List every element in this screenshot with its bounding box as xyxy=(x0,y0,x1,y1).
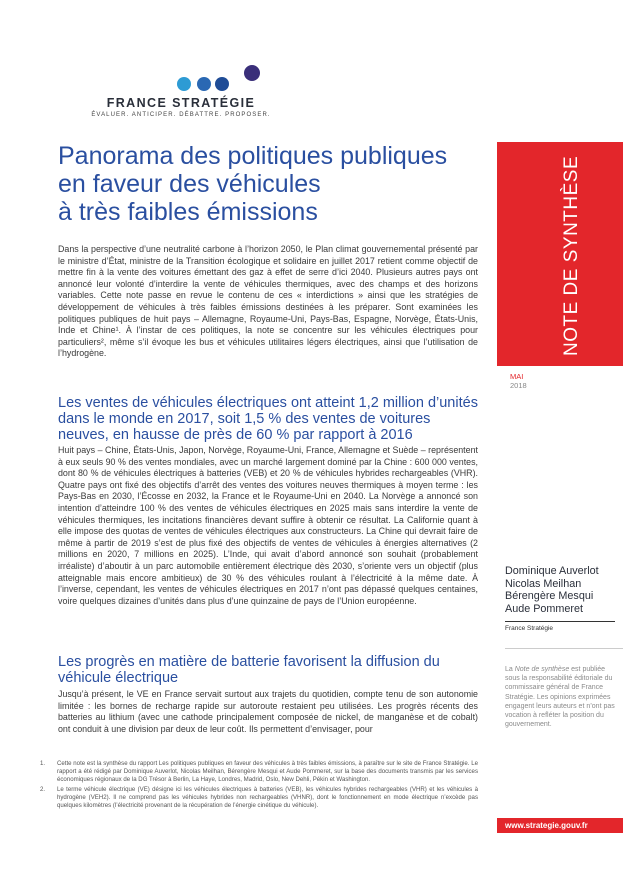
doc-type-label: NOTE DE SYNTHÈSE xyxy=(561,155,582,356)
authors-list xyxy=(505,565,623,615)
footnote-2 xyxy=(40,786,478,811)
author-affiliation: France Stratégie xyxy=(505,621,615,632)
footnote-number: 2. xyxy=(40,785,46,793)
editorial-note-rest: est publiée sous la responsabilité éditoriale du commissaire général de France Stratégie. Les opinions exprimées engagent leurs auteurs et n’ont pas vocation à refléter la position du gouvernement. xyxy=(505,666,615,729)
author-name: Bérengère Mesqui xyxy=(505,590,594,603)
title-line-2: en faveur des véhicules xyxy=(58,170,321,198)
logo-dot-3 xyxy=(215,77,229,91)
publication-date xyxy=(510,372,610,390)
footnote-text: Le terme véhicule électrique (VE) désigne ici les véhicules électriques à batteries (VEB), les véhicules hybrides rechargeables (VHR) et les véhicules à hydrogène (VEH2). Il ne comprend pas les véhicules hybrides non rechargeables (VHNR), dont le fonctionnement en mode électrique n’excède pas quelques kilomètres (l’électricité provenant de la récupération de l’énergie cinétique du véhicule). xyxy=(57,785,478,810)
title-line-1: Panorama des politiques publiques xyxy=(58,142,448,170)
logo-tagline: ÉVALUER. ANTICIPER. DÉBATTRE. PROPOSER. xyxy=(91,112,271,118)
logo-dot-1 xyxy=(177,77,191,91)
logo-dot-4 xyxy=(244,65,260,81)
logo-brand: FRANCE STRATÉGIE xyxy=(106,96,256,110)
page-title xyxy=(58,142,478,226)
editorial-note-prefix: La xyxy=(505,666,515,673)
sidebar-divider xyxy=(505,648,623,649)
website-link[interactable]: www.strategie.gouv.fr xyxy=(505,821,588,830)
footnote-text: Cette note est la synthèse du rapport Les politiques publiques en faveur des véhicules à très faibles émissions, à paraître sur le site de France Stratégie. Le rapport a été rédigé par Dominique Auverlot, Nicolas Meilhan, Bérengère Mesqui et Aude Pommeret, sur la base des documents transmis par les services économiques régionaux de la DG Trésor à Berlin, La Haye, Londres, Madrid, Oslo, New Dehli, Pékin et Washington. xyxy=(57,760,478,784)
author-name: Aude Pommeret xyxy=(505,602,584,615)
section-2-text: Jusqu’à présent, le VE en France servait surtout aux trajets du quotidien, compte tenu de son autonomie limitée : les bornes de recharge rapide sur autoroute restaient peu utilisées. Les progrès récents des batteries au lithium (avec une cathode principalement composée de nickel, de manganèse et de cobalt) ont conduit à une division par deux de leur coût. Ils permettent d’envisager, pour xyxy=(58,689,478,734)
title-line-3: à très faibles émissions xyxy=(58,198,318,226)
publication-month: MAI xyxy=(510,372,524,381)
doc-type-label-wrap xyxy=(520,140,600,364)
footnotes xyxy=(40,760,478,811)
section-2-heading: Les progrès en matière de batterie favorisent la diffusion du véhicule électrique xyxy=(58,654,440,687)
france-strategie-logo-dots xyxy=(176,64,266,94)
publication-year: 2018 xyxy=(510,381,527,390)
editorial-note xyxy=(505,665,615,729)
section-1-text: Huit pays – Chine, États-Unis, Japon, Norvège, Royaume-Uni, France, Allemagne et Suède – représentent à eux seuls 90 % des ventes mondiales, avec un marché largement dominé par la Chine : 600 000 ventes, dont 80 % de véhicules électriques à batteries (VEB) et 20 % de véhicules hybrides rechargeables (VHR). Quatre pays ont fixé des objectifs d’arrêt des ventes des voitures neuves thermiques à moyen terme : les Pays-Bas en 2030, l’Écosse en 2032, la France et le Royaume-Uni en 2040. La Norvège a annoncé son intention d’atteindre 100 % des ventes de véhicules électriques en 2025 mais sans interdire la vente de véhicules thermiques, les incitations financières devant suffire à obtenir ce résultat. La Californie quant à elle impose des quotas de ventes de véhicules électriques aux constructeurs. La Chine qui devrait faire de même à partir de 2019 s’est de plus fixé des objectifs de ventes de véhicules à énergies alternatives (2 millions en 2020, 7 millions en 2025). L’Inde, qui avait d’abord annoncé son souhait (probablement irréaliste) d’aboutir à un parc automobile entièrement électrique dès 2030, s’oriente vers un objectif (plus atteignable mais encore ambitieux) de 30 % des véhicules roulant à l’électricité à la même date. À l’inverse, cependant, les ventes de véhicules électriques en 2017 n’ont pas dépassé quelques centaines, voire quelques dizaines d’unités dans plus d’une quinzaine de pays de l’Union européenne. xyxy=(58,445,478,606)
section-1-heading: Les ventes de véhicules électriques ont atteint 1,2 million d’unités dans le monde en 2017, soit 1,5 % des ventes de voitures neuves, en hausse de près de 60 % par rapport à 2016 xyxy=(58,395,478,444)
author-name: Nicolas Meilhan xyxy=(505,577,582,590)
footnote-number: 1. xyxy=(40,760,46,767)
editorial-note-italic: Note de synthèse xyxy=(514,666,570,673)
intro-paragraph: Dans la perspective d’une neutralité carbone à l’horizon 2050, le Plan climat gouvernemental présenté par le ministre d’État, ministre de la Transition écologique et solidaire en juillet 2017 retient comme objectif de mettre fin à la vente des voitures émettant des gaz à effet de serre d’ici 2040. Plusieurs autres pays ont annoncé leur volonté d’interdire la vente de véhicules thermiques, avec des champs et des horizons variables. Cette note passe en revue le contenu de ces « interdictions » ainsi que les stratégies de développement de véhicules à très faibles émissions destinées à les préparer. Sont examinées les politiques publiques de huit pays – Allemagne, Royaume-Uni, Pays-Bas, Espagne, Norvège, États-Unis, Inde et Chine¹. À l’instar de ces politiques, la note se concentre sur les véhicules électriques pour particuliers², même s’il évoque les bus et véhicules utilitaires légers électriques, ainsi que l’utilisation de l’hydrogène. xyxy=(58,244,478,359)
logo-dot-2 xyxy=(197,77,211,91)
author-name: Dominique Auverlot xyxy=(505,565,599,577)
footnote-1 xyxy=(40,760,478,785)
